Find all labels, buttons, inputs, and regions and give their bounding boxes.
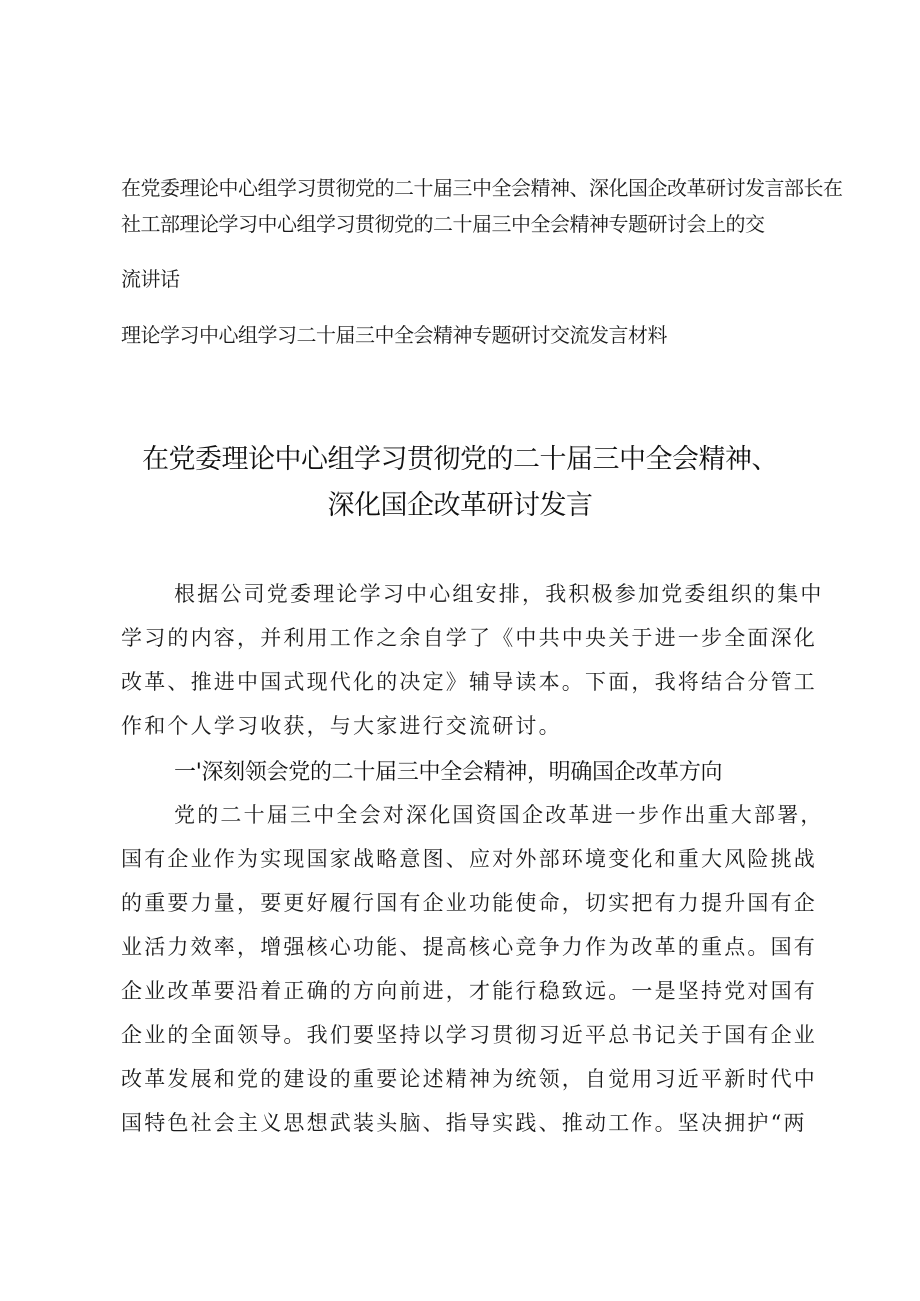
intro-line: 作和个人学习收获，与大家进行交流研讨。	[121, 714, 562, 738]
body-line: 的重要力量，要更好履行国有企业功能使命，切实把有力提升国有企	[121, 891, 817, 915]
intro-line: 根据公司党委理论学习中心组安排，我积极参加党委组织的集中	[174, 582, 824, 606]
body-line: 改革发展和党的建设的重要论述精神为统领，自觉用习近平新时代中	[121, 1067, 817, 1091]
body-line: 业活力效率，增强核心功能、提高核心竞争力作为改革的重点。国有	[121, 935, 817, 959]
intro-line: 学习的内容，并利用工作之余自学了《中共中央关于进一步全面深化	[121, 626, 817, 650]
body-line: 党的二十届三中全会对深化国资国企改革进一步作出重大部署，	[174, 803, 824, 827]
body-line: 企业改革要沿着正确的方向前进，才能行稳致远。一是坚持党对国有	[121, 979, 817, 1003]
section-heading-1: 一'深刻领会党的二十届三中全会精神，明确国企改革方向	[174, 760, 723, 785]
intro-line: 改革、推进中国式现代化的决定》辅导读本。下面，我将结合分管工	[121, 670, 817, 694]
body-line: 国有企业作为实现国家战略意图、应对外部环境变化和重大风险挑战	[121, 847, 817, 871]
header-line-3: 流讲话	[121, 267, 180, 291]
header-line-2: 社工部理论学习中心组学习贯彻党的二十届三中全会精神专题研讨会上的交	[121, 212, 765, 236]
header-line-1: 在党委理论中心组学习贯彻党的二十届三中全会精神、深化国企改革研讨发言部长在	[121, 176, 843, 200]
document-title-line-2: 深化国企改革研讨发言	[327, 490, 593, 521]
body-line: 国特色社会主义思想武装头脑、指导实践、推动工作。坚决拥护“两	[121, 1111, 807, 1135]
body-line: 企业的全面领导。我们要坚持以学习贯彻习近平总书记关于国有企业	[121, 1023, 817, 1047]
document-title-line-1: 在党委理论中心组学习贯彻党的二十届三中全会精神、	[142, 444, 778, 475]
header-line-4: 理论学习中心组学习二十届三中全会精神专题研讨交流发言材料	[121, 323, 667, 347]
